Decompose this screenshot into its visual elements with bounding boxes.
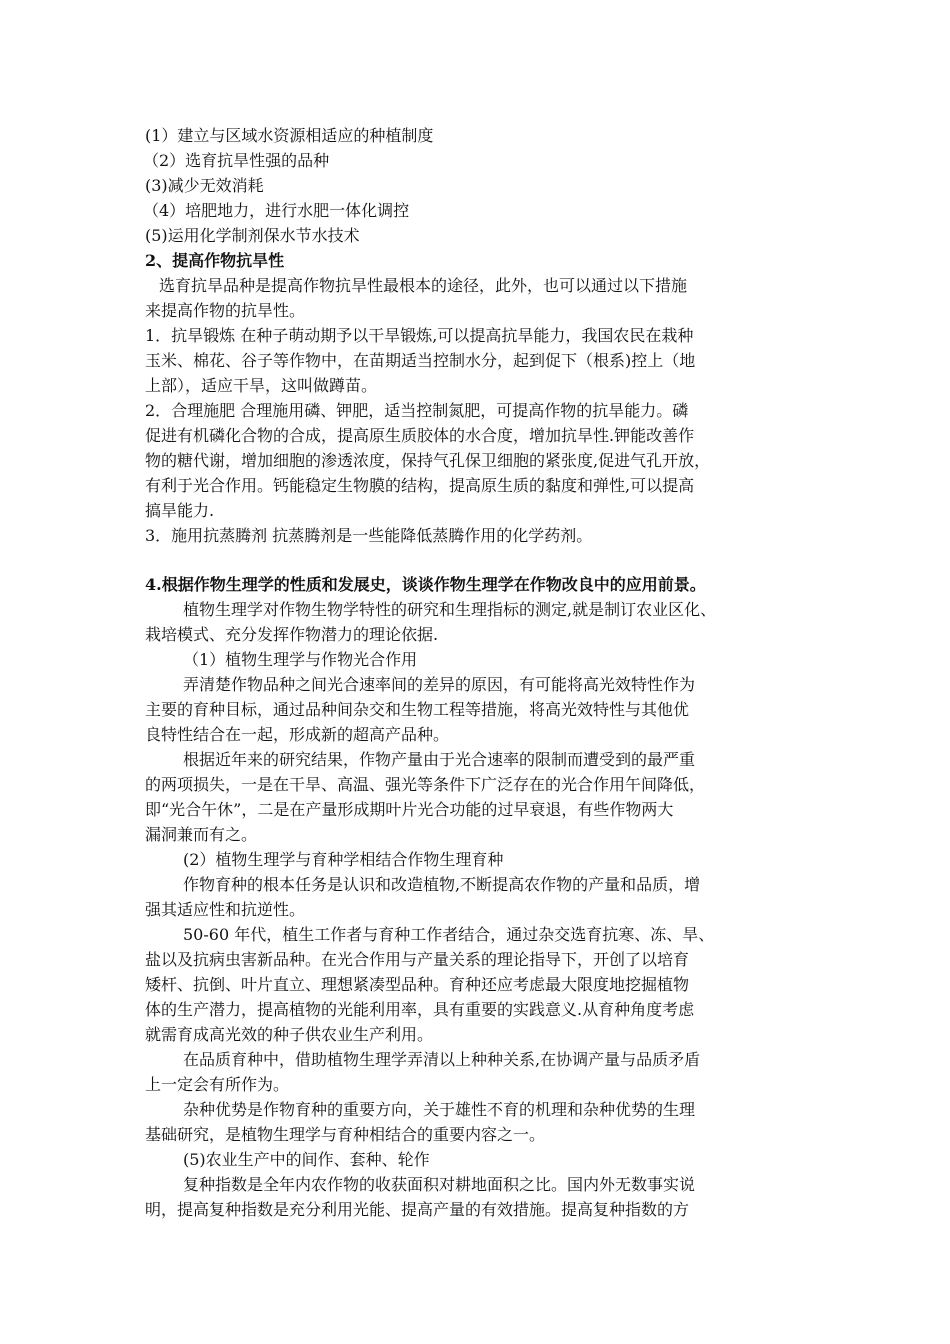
paragraph-line: 促进有机磷化合物的合成，提高原生质胶体的水合度，增加抗旱性.钾能改善作: [145, 426, 695, 445]
list-item: (5)运用化学制剂保水节水技术: [145, 226, 360, 245]
list-item: (1）建立与区域水资源相适应的种植制度: [145, 126, 434, 145]
paragraph-line: 主要的育种目标，通过品种间杂交和生物工程等措施，将高光效特性与其他优: [145, 700, 690, 719]
paragraph-line: 作物育种的根本任务是认识和改造植物,不断提高农作物的产量和品质，增: [183, 875, 701, 894]
paragraph-line: 盐以及抗病虫害新品种。在光合作用与产量关系的理论指导下，开创了以培育: [145, 950, 690, 969]
paragraph-line: 的两项损失，一是在干旱、高温、强光等条件下广泛存在的光合作用午间降低，: [145, 775, 706, 794]
paragraph-line: 3．施用抗蒸腾剂 抗蒸腾剂是一些能降低蒸腾作用的化学药剂。: [145, 526, 593, 545]
paragraph-line: 有利于光合作用。钙能稳定生物膜的结构，提高原生质的黏度和弹性,可以提高: [145, 476, 695, 495]
paragraph-line: 玉米、棉花、谷子等作物中，在苗期适当控制水分，起到促下（根系)控上（地: [145, 351, 696, 370]
paragraph-line: 根据近年来的研究结果，作物产量由于光合速率的限制而遭受到的最严重: [183, 750, 696, 769]
paragraph-line: 强其适应性和抗逆性。: [145, 900, 306, 919]
paragraph-line: 选育抗旱品种是提高作物抗旱性最根本的途径，此外，也可以通过以下措施: [159, 276, 688, 295]
paragraph-line: 搞旱能力.: [145, 501, 215, 520]
section-heading: 2、提高作物抗旱性: [145, 251, 285, 270]
paragraph-line: 1．抗旱锻炼 在种子萌动期予以干旱锻炼,可以提高抗旱能力，我国农民在栽种: [145, 326, 694, 345]
paragraph-line: 上一定会有所作为。: [145, 1075, 290, 1094]
paragraph-line: 明，提高复种指数是充分利用光能、提高产量的有效措施。提高复种指数的方: [145, 1200, 690, 1219]
paragraph-line: 2．合理施肥 合理施用磷、钾肥，适当控制氮肥，可提高作物的抗旱能力。磷: [145, 401, 689, 420]
paragraph-line: 物的糖代谢，增加细胞的渗透浓度，保持气孔保卫细胞的紧张度,促进气孔开放，: [145, 451, 711, 470]
paragraph-line: 栽培模式、充分发挥作物潜力的理论依据.: [145, 625, 439, 644]
paragraph-line: 就需育成高光效的种子供农业生产利用。: [145, 1025, 434, 1044]
list-item: （4）培肥地力，进行水肥一体化调控: [143, 201, 410, 220]
paragraph-line: 杂种优势是作物育种的重要方向，关于雄性不育的机理和杂种优势的生理: [183, 1100, 696, 1119]
list-item: (3)减少无效消耗: [145, 176, 264, 195]
paragraph-line: 即“光合午休”，二是在产量形成期叶片光合功能的过早衰退，有些作物两大: [145, 800, 674, 819]
paragraph-line: 漏洞兼而有之。: [145, 825, 258, 844]
paragraph-line: 上部），适应干旱，这叫做蹲苗。: [145, 376, 378, 395]
paragraph-line: 50-60 年代，植生工作者与育种工作者结合，通过杂交选育抗寒、冻、旱、: [183, 925, 715, 944]
list-item: （2）选育抗旱性强的品种: [143, 151, 330, 170]
subsection-heading: (5)农业生产中的间作、套种、轮作: [183, 1150, 430, 1169]
subsection-heading: （1）植物生理学与作物光合作用: [183, 650, 418, 669]
paragraph-line: 弄清楚作物品种之间光合速率间的差异的原因，有可能将高光效特性作为: [183, 675, 696, 694]
paragraph-line: 植物生理学对作物生物学特性的研究和生理指标的测定,就是制订农业区化、: [183, 600, 717, 619]
paragraph-line: 矮杆、抗倒、叶片直立、理想紧凑型品种。育种还应考虑最大限度地挖掘植物: [145, 975, 690, 994]
paragraph-line: 来提高作物的抗旱性。: [145, 301, 306, 320]
paragraph-line: 基础研究，是植物生理学与育种相结合的重要内容之一。: [145, 1125, 546, 1144]
paragraph-line: 在品质育种中，借助植物生理学弄清以上种种关系,在协调产量与品质矛盾: [183, 1050, 701, 1069]
question-heading: 4.根据作物生理学的性质和发展史，谈谈作物生理学在作物改良中的应用前景。: [145, 575, 706, 594]
paragraph-line: 良特性结合在一起，形成新的超高产品种。: [145, 725, 450, 744]
paragraph-line: 体的生产潜力，提高植物的光能利用率，具有重要的实践意义.从育种角度考虑: [145, 1000, 695, 1019]
paragraph-line: 复种指数是全年内农作物的收获面积对耕地面积之比。国内外无数事实说: [183, 1175, 696, 1194]
subsection-heading: (2）植物生理学与育种学相结合作物生理育种: [183, 850, 504, 869]
